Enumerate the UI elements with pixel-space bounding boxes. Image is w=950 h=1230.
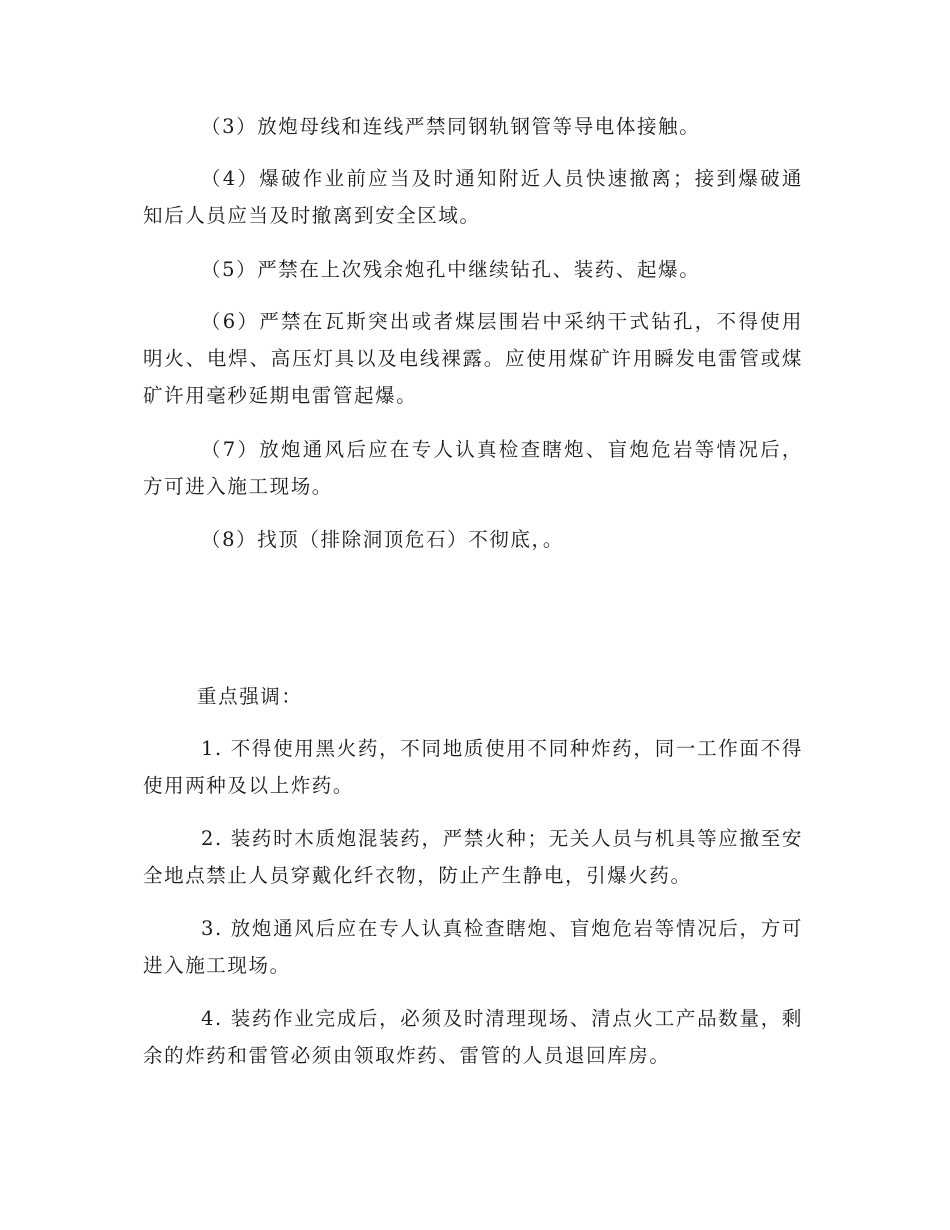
paragraph-item-4: （4）爆破作业前应当及时通知附近人员快速撤离；接到爆破通知后人员应当及时撤离到安全区域。 (143, 167, 803, 227)
paragraph-item-5: （5）严禁在上次残余炮孔中继续钻孔、装药、起爆。 (201, 258, 701, 281)
emphasis-item-1: 1. 不得使用黑火药，不同地质使用不同种炸药，同一工作面不得使用两种及以上炸药。 (143, 737, 803, 797)
section-heading: 重点强调： (197, 685, 303, 708)
emphasis-item-2: 2. 装药时木质炮混装药，严禁火种；无关人员与机具等应撤至安全地点禁止人员穿戴化纤衣物，防止产生静电，引爆火药。 (143, 827, 803, 887)
emphasis-item-4: 4. 装药作业完成后，必须及时清理现场、清点火工产品数量，剩余的炸药和雷管必须由领取炸药、雷管的人员退回库房。 (143, 1007, 803, 1067)
emphasis-item-3: 3. 放炮通风后应在专人认真检查瞎炮、盲炮危岩等情况后，方可进入施工现场。 (143, 917, 803, 977)
paragraph-item-3: （3）放炮母线和连线严禁同钢轨钢管等导电体接触。 (201, 115, 701, 138)
paragraph-item-6: （6）严禁在瓦斯突出或者煤层围岩中采纳干式钻孔，不得使用明火、电焊、高压灯具以及电线裸露。应使用煤矿许用瞬发电雷管或煤矿许用毫秒延期电雷管起爆。 (143, 310, 803, 407)
paragraph-item-7: （7）放炮通风后应在专人认真检查瞎炮、盲炮危岩等情况后，方可进入施工现场。 (143, 438, 803, 498)
paragraph-item-8: （8）找顶（排除洞顶危石）不彻底，。 (201, 528, 564, 551)
